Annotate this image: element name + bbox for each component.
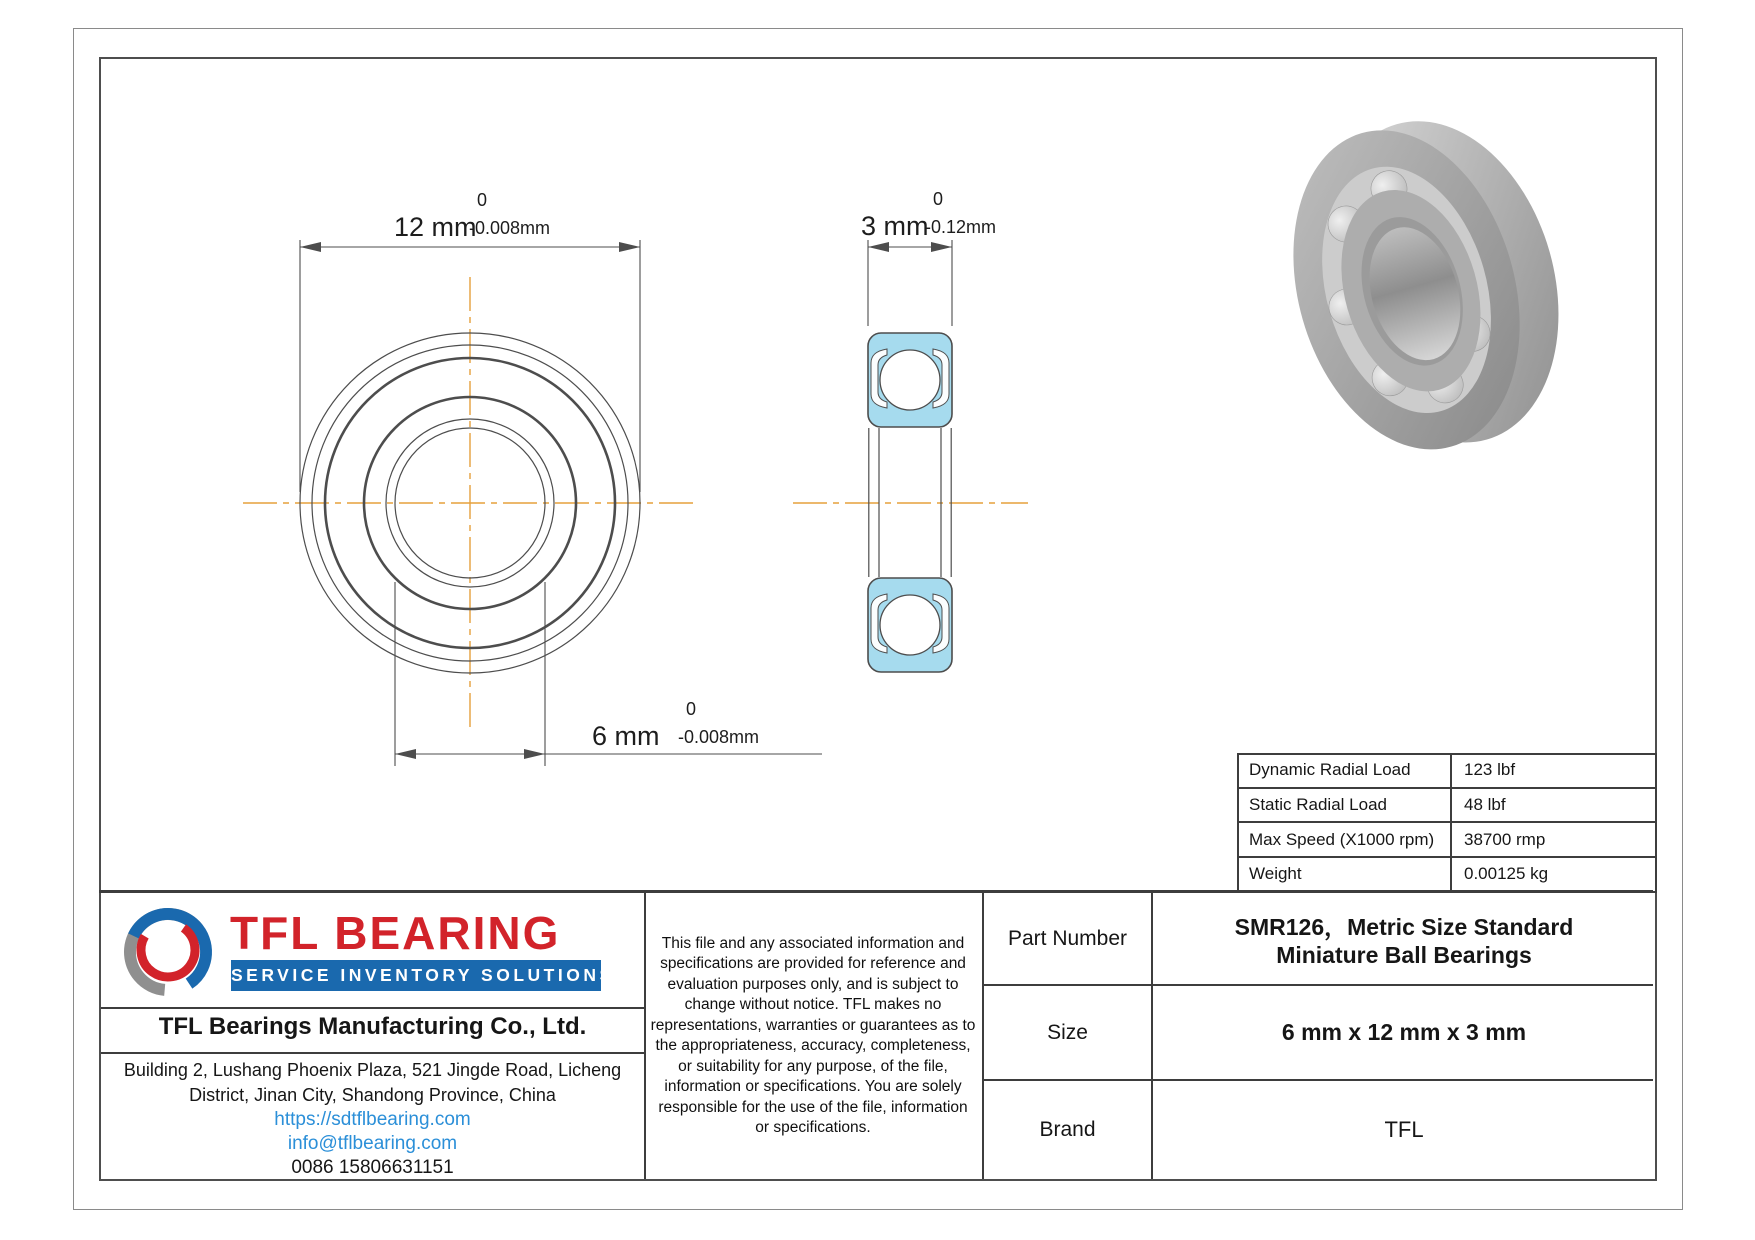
size-value: 6 mm x 12 mm x 3 mm (1281, 1019, 1527, 1045)
od-tolerance-lower: -0.008mm (469, 218, 551, 238)
width-tolerance-lower: -0.12mm (925, 217, 997, 237)
website-link[interactable]: https://sdtflbearing.com (274, 1109, 471, 1130)
part-number-value: SMR126，Metric Size Standard Miniature Ball Bearings (1234, 913, 1574, 968)
width-dimension-label: 3 mm (861, 211, 929, 241)
od-dimension-label: 12 mm (394, 212, 477, 242)
field-label-part-number: Part Number (1007, 926, 1128, 950)
spec-row-value: 38700 rmp (1464, 830, 1546, 849)
bore-tolerance-lower: -0.008mm (678, 727, 760, 747)
brand-value: TFL (1384, 1117, 1424, 1142)
field-value-part-number (1153, 893, 1655, 984)
spec-row-value: 0.00125 kg (1464, 864, 1549, 883)
spec-row-label: Static Radial Load (1249, 795, 1387, 814)
logo-tagline: SERVICE INVENTORY SOLUTIONS (231, 960, 601, 991)
od-tolerance-upper: 0 (477, 190, 488, 210)
company-contact-block (101, 1058, 644, 1180)
field-value-size (1153, 986, 1655, 1079)
field-label-brand: Brand (1039, 1118, 1096, 1141)
disclaimer-text: This file and any associated information and specifications are provided for reference and evaluation purposes only, and is subject to change without notice. TFL makes no representations, warranties or guarantees as to the appropriateness, accuracy, completeness, or suitability for any purpose, of the file, information or specifications. You are solely responsible for the use of the file, information or specifications. (650, 934, 976, 1136)
address-line-2: District, Jinan City, Shandong Province, China (189, 1085, 556, 1105)
spec-row-label: Weight (1249, 864, 1302, 883)
logo-brand-text: TFL BEARING (230, 907, 561, 959)
address-line-1: Building 2, Lushang Phoenix Plaza, 521 Jingde Road, Licheng (123, 1060, 622, 1080)
company-name: TFL Bearings Manufacturing Co., Ltd. (158, 1013, 587, 1040)
tfl-logo-swirl-icon (122, 904, 214, 1000)
bore-dimension-label: 6 mm (592, 721, 660, 751)
disclaimer-cell (646, 893, 980, 1179)
bore-tolerance-upper: 0 (686, 699, 697, 719)
spec-row-label: Max Speed (X1000 rpm) (1249, 830, 1435, 849)
spec-row-value: 123 lbf (1464, 760, 1516, 779)
email-link[interactable]: info@tflbearing.com (287, 1133, 458, 1154)
field-label-size: Size (1047, 1020, 1088, 1044)
phone-number: 0086 15806631151 (291, 1157, 454, 1178)
width-tolerance-upper: 0 (933, 189, 944, 209)
spec-row-label: Dynamic Radial Load (1249, 760, 1411, 779)
spec-row-value: 48 lbf (1464, 795, 1506, 814)
field-value-brand (1153, 1081, 1655, 1179)
